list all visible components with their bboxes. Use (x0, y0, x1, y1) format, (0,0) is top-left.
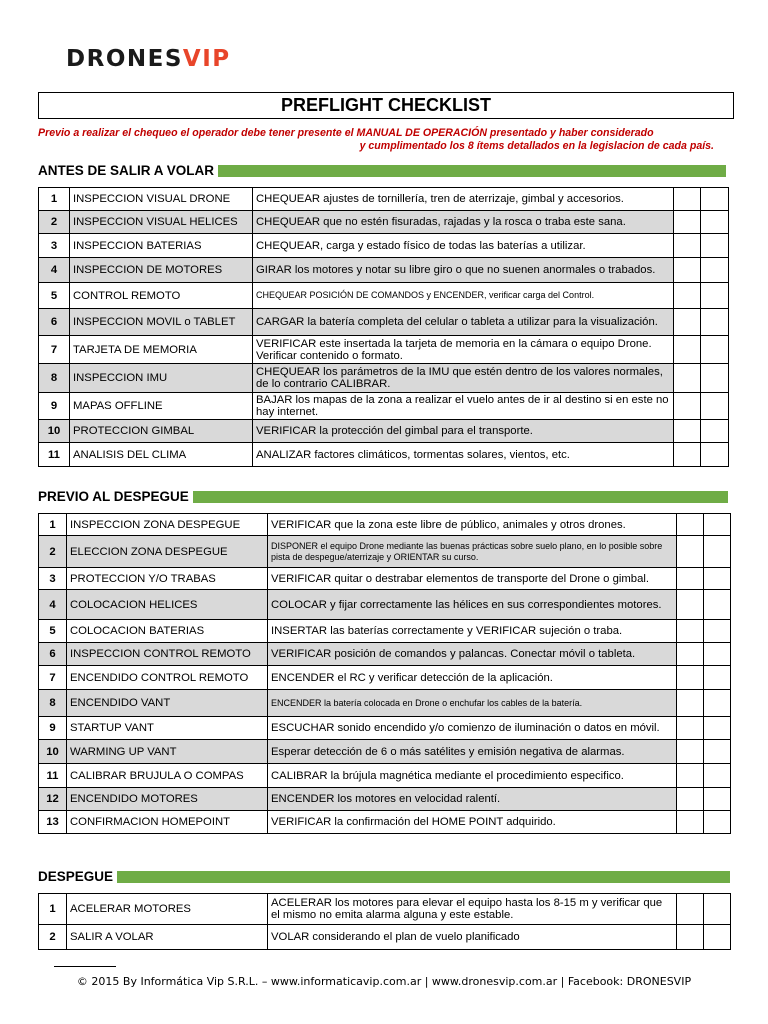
item-number: 3 (39, 568, 67, 590)
item-name: SALIR A VOLAR (67, 925, 268, 950)
check-box-2[interactable] (704, 536, 731, 568)
checklist-row (39, 717, 731, 740)
check-box-2[interactable] (704, 666, 731, 690)
item-number: 4 (39, 590, 67, 620)
check-box-2[interactable] (701, 283, 729, 309)
check-box-1[interactable] (677, 643, 704, 666)
check-box-2[interactable] (701, 443, 729, 467)
checklist-row (39, 590, 731, 620)
check-box-1[interactable] (677, 568, 704, 590)
item-action: VERIFICAR que la zona este libre de público, animales y otros drones. (268, 514, 677, 536)
check-box-1[interactable] (677, 717, 704, 740)
item-name: STARTUP VANT (67, 717, 268, 740)
check-box-1[interactable] (674, 364, 701, 393)
item-action: CHEQUEAR ajustes de tornillería, tren de aterrizaje, gimbal y accesorios. (253, 188, 674, 211)
item-name: ACELERAR MOTORES (67, 894, 268, 925)
item-name: ANALISIS DEL CLIMA (70, 443, 253, 467)
item-action: VERIFICAR este insertada la tarjeta de memoria en la cámara o equipo Drone. Verificar contenido o formato. (253, 336, 674, 364)
check-box-1[interactable] (677, 925, 704, 950)
checklist-row (39, 336, 729, 364)
item-number: 5 (39, 283, 70, 309)
check-box-1[interactable] (677, 764, 704, 788)
check-box-2[interactable] (704, 788, 731, 811)
check-box-2[interactable] (704, 590, 731, 620)
checklist-row (39, 666, 731, 690)
check-box-2[interactable] (701, 309, 729, 336)
checklist-row (39, 536, 731, 568)
item-number: 10 (39, 740, 67, 764)
check-box-1[interactable] (677, 690, 704, 717)
check-box-2[interactable] (701, 393, 729, 420)
item-name: COLOCACION HELICES (67, 590, 268, 620)
intro-note (38, 127, 714, 153)
item-action: COLOCAR y fijar correctamente las hélices en sus correspondientes motores. (268, 590, 677, 620)
item-number: 2 (39, 925, 67, 950)
check-box-2[interactable] (704, 717, 731, 740)
checklist-row (39, 420, 729, 443)
footer-text: © 2015 By Informática Vip S.R.L. – www.informaticavip.com.ar | www.dronesvip.com.ar | Facebook: DRONESVIP (76, 975, 692, 988)
item-name: INSPECCION BATERIAS (70, 234, 253, 258)
item-number: 9 (39, 393, 70, 420)
item-name: CONTROL REMOTO (70, 283, 253, 309)
item-name: INSPECCION VISUAL DRONE (70, 188, 253, 211)
item-action: DISPONER el equipo Drone mediante las buenas prácticas sobre suelo plano, en lo posible sobre pista de despegue/aterrizaje y ORIENTAR su curso. (268, 536, 677, 568)
checklist-row (39, 764, 731, 788)
item-name: COLOCACION BATERIAS (67, 620, 268, 643)
item-number: 1 (39, 894, 67, 925)
checklist-row (39, 309, 729, 336)
section-bar (193, 491, 728, 503)
check-box-2[interactable] (704, 894, 731, 925)
checklist-row (39, 740, 731, 764)
item-number: 2 (39, 536, 67, 568)
item-action: VERIFICAR quitar o destrabar elementos de transporte del Drone o gimbal. (268, 568, 677, 590)
check-box-1[interactable] (677, 666, 704, 690)
check-box-1[interactable] (677, 740, 704, 764)
item-number: 5 (39, 620, 67, 643)
item-action: VERIFICAR la confirmación del HOME POINT adquirido. (268, 811, 677, 834)
item-action: CHEQUEAR POSICIÓN DE COMANDOS y ENCENDER, verificar carga del Control. (253, 283, 674, 309)
check-box-1[interactable] (674, 420, 701, 443)
checklist-row (39, 443, 729, 467)
check-box-1[interactable] (674, 336, 701, 364)
check-box-2[interactable] (704, 568, 731, 590)
checklist-row (39, 788, 731, 811)
checklist-row (39, 211, 729, 234)
item-action: ENCENDER la batería colocada en Drone o enchufar los cables de la batería. (268, 690, 677, 717)
dronesvip-logo: DRONESVIP (66, 46, 231, 72)
item-action: GIRAR los motores y notar su libre giro o que no suenen anormales o trabados. (253, 258, 674, 283)
item-name: INSPECCION MOVIL o TABLET (70, 309, 253, 336)
item-name: ELECCION ZONA DESPEGUE (67, 536, 268, 568)
check-box-2[interactable] (701, 258, 729, 283)
item-name: INSPECCION ZONA DESPEGUE (67, 514, 268, 536)
check-box-1[interactable] (674, 258, 701, 283)
item-name: INSPECCION IMU (70, 364, 253, 393)
checklist-row (39, 364, 729, 393)
checklist-table-antes (38, 187, 729, 467)
item-number: 8 (39, 364, 70, 393)
section-heading-despegue: DESPEGUE (38, 869, 730, 884)
item-action: CALIBRAR la brújula magnética mediante el procedimiento especifico. (268, 764, 677, 788)
item-name: CALIBRAR BRUJULA O COMPAS (67, 764, 268, 788)
section-bar (117, 871, 730, 883)
item-action: ACELERAR los motores para elevar el equipo hasta los 8-15 m y verificar que el mismo no emita alarma alguna y este estable. (268, 894, 677, 925)
check-box-2[interactable] (704, 620, 731, 643)
check-box-1[interactable] (677, 620, 704, 643)
check-box-2[interactable] (704, 690, 731, 717)
item-name: INSPECCION CONTROL REMOTO (67, 643, 268, 666)
checklist-row (39, 620, 731, 643)
checklist-row (39, 894, 731, 925)
item-number: 13 (39, 811, 67, 834)
check-box-1[interactable] (674, 234, 701, 258)
item-action: VERIFICAR la protección del gimbal para el transporte. (253, 420, 674, 443)
item-number: 1 (39, 188, 70, 211)
footer-rule (54, 966, 116, 967)
item-action: BAJAR los mapas de la zona a realizar el vuelo antes de ir al destino si en este no hay internet. (253, 393, 674, 420)
checklist-row (39, 234, 729, 258)
item-number: 9 (39, 717, 67, 740)
check-box-1[interactable] (674, 283, 701, 309)
check-box-2[interactable] (704, 925, 731, 950)
check-box-1[interactable] (674, 393, 701, 420)
intro-line-2: y cumplimentado los 8 ítems detallados en la legislacion de cada país. (359, 140, 714, 152)
check-box-1[interactable] (674, 309, 701, 336)
item-name: PROTECCION GIMBAL (70, 420, 253, 443)
intro-line-1: Previo a realizar el chequeo el operador debe tener presente el MANUAL DE OPERACIÓN presentado y haber considerado (38, 127, 654, 139)
checklist-row (39, 514, 731, 536)
item-name: MAPAS OFFLINE (70, 393, 253, 420)
item-action: VERIFICAR posición de comandos y palancas. Conectar móvil o tableta. (268, 643, 677, 666)
item-number: 6 (39, 309, 70, 336)
item-action: VOLAR considerando el plan de vuelo planificado (268, 925, 677, 950)
item-name: INSPECCION VISUAL HELICES (70, 211, 253, 234)
item-action: CHEQUEAR, carga y estado físico de todas las baterías a utilizar. (253, 234, 674, 258)
check-box-1[interactable] (677, 514, 704, 536)
item-name: ENCENDIDO MOTORES (67, 788, 268, 811)
check-box-1[interactable] (677, 788, 704, 811)
checklist-row (39, 925, 731, 950)
check-box-1[interactable] (674, 211, 701, 234)
item-number: 6 (39, 643, 67, 666)
checklist-row (39, 811, 731, 834)
item-action: ENCENDER los motores en velocidad ralentí. (268, 788, 677, 811)
item-name: ENCENDIDO CONTROL REMOTO (67, 666, 268, 690)
item-action: Esperar detección de 6 o más satélites y emisión negativa de alarmas. (268, 740, 677, 764)
check-box-2[interactable] (701, 188, 729, 211)
item-number: 2 (39, 211, 70, 234)
check-box-2[interactable] (701, 234, 729, 258)
check-box-1[interactable] (674, 443, 701, 467)
item-name: CONFIRMACION HOMEPOINT (67, 811, 268, 834)
check-box-2[interactable] (704, 764, 731, 788)
section-heading-previo: PREVIO AL DESPEGUE (38, 489, 728, 504)
item-action: ENCENDER el RC y verificar detección de la aplicación. (268, 666, 677, 690)
item-name: PROTECCION Y/O TRABAS (67, 568, 268, 590)
checklist-table-despegue (38, 893, 731, 950)
checklist-row (39, 568, 731, 590)
item-action: CHEQUEAR que no estén fisuradas, rajadas y la rosca o traba este sana. (253, 211, 674, 234)
item-number: 4 (39, 258, 70, 283)
page-title: PREFLIGHT CHECKLIST (38, 92, 734, 119)
check-box-2[interactable] (701, 364, 729, 393)
item-number: 1 (39, 514, 67, 536)
item-action: ANALIZAR factores climáticos, tormentas solares, vientos, etc. (253, 443, 674, 467)
item-action: CHEQUEAR los parámetros de la IMU que estén dentro de los valores normales, de lo contrario CALIBRAR. (253, 364, 674, 393)
check-box-2[interactable] (704, 514, 731, 536)
check-box-1[interactable] (677, 894, 704, 925)
item-name: WARMING UP VANT (67, 740, 268, 764)
item-number: 11 (39, 764, 67, 788)
item-name: ENCENDIDO VANT (67, 690, 268, 717)
check-box-2[interactable] (704, 643, 731, 666)
item-name: TARJETA DE MEMORIA (70, 336, 253, 364)
check-box-2[interactable] (701, 420, 729, 443)
checklist-row (39, 188, 729, 211)
check-box-2[interactable] (701, 336, 729, 364)
item-action: INSERTAR las baterías correctamente y VERIFICAR sujeción o traba. (268, 620, 677, 643)
item-number: 7 (39, 666, 67, 690)
section-heading-antes: ANTES DE SALIR A VOLAR (38, 163, 726, 178)
item-action: ESCUCHAR sonido encendido y/o comienzo de iluminación o datos en móvil. (268, 717, 677, 740)
item-number: 8 (39, 690, 67, 717)
checklist-table-previo (38, 513, 731, 834)
checklist-row (39, 258, 729, 283)
item-name: INSPECCION DE MOTORES (70, 258, 253, 283)
item-number: 11 (39, 443, 70, 467)
item-number: 3 (39, 234, 70, 258)
item-action: CARGAR la batería completa del celular o tableta a utilizar para la visualización. (253, 309, 674, 336)
checklist-row (39, 283, 729, 309)
checklist-row (39, 690, 731, 717)
item-number: 10 (39, 420, 70, 443)
section-bar (218, 165, 726, 177)
check-box-2[interactable] (704, 811, 731, 834)
item-number: 7 (39, 336, 70, 364)
checklist-row (39, 393, 729, 420)
item-number: 12 (39, 788, 67, 811)
check-box-1[interactable] (677, 811, 704, 834)
check-box-1[interactable] (677, 590, 704, 620)
checklist-row (39, 643, 731, 666)
check-box-2[interactable] (704, 740, 731, 764)
check-box-1[interactable] (677, 536, 704, 568)
check-box-1[interactable] (674, 188, 701, 211)
check-box-2[interactable] (701, 211, 729, 234)
